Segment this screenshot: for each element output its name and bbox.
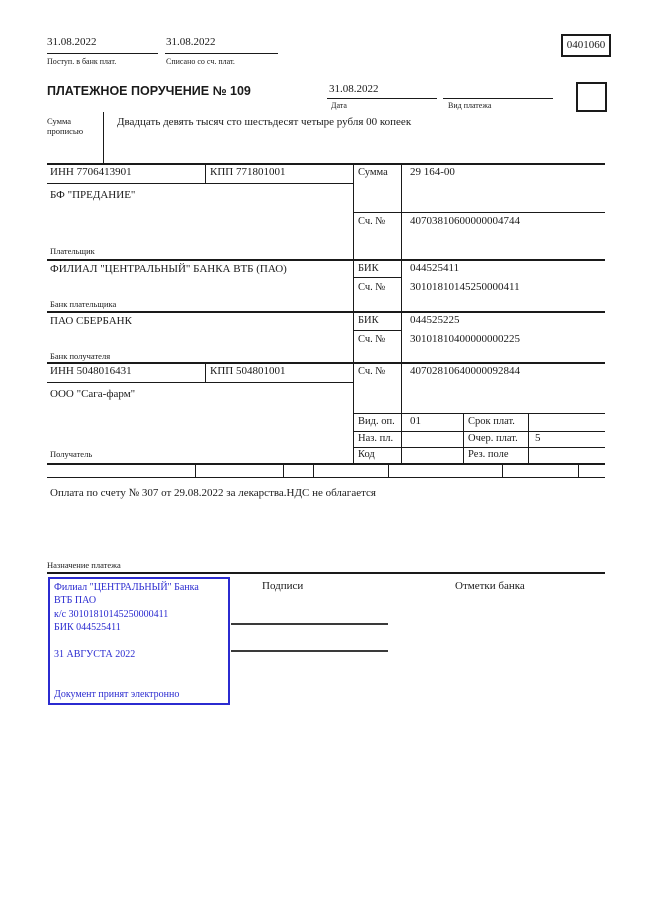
debited-date-underline [165,53,278,54]
operation-row2-top [353,431,605,432]
payer-kpp-divider [205,163,206,183]
payer-account-label: Сч. № [358,216,386,227]
date-label: Дата [331,101,347,110]
budget-field-divider [578,463,579,477]
payer-bottom-line [47,259,605,261]
stamp-line: Филиал "ЦЕНТРАЛЬНЫЙ" Банка [54,582,199,593]
payer-account: 40703810600000004744 [410,215,520,227]
payer-bank-name: ФИЛИАЛ "ЦЕНТРАЛЬНЫЙ" БАНКА ВТБ (ПАО) [50,263,287,275]
date-underline [327,98,437,99]
stamp-line [54,635,224,648]
payer-bank-account: 30101810145250000411 [410,281,520,293]
payee-kpp-divider [205,362,206,382]
payee-inn: ИНН 5048016431 [50,365,132,377]
payee-kpp: КПП 504801001 [210,365,286,377]
signatures-label: Подписи [262,580,304,592]
stamp-line: к/с 30101810145250000411 [54,608,169,620]
amount-value: 29 164-00 [410,166,455,178]
reserve-field-label: Рез. поле [468,449,509,460]
purpose-underline [47,572,605,574]
payer-bank-label: Банк плательщика [50,299,117,309]
document-title: ПЛАТЕЖНОЕ ПОРУЧЕНИЕ № 109 [47,84,251,98]
received-date-label: Поступ. в банк плат. [47,57,117,66]
payer-inn-underline [47,183,353,184]
payer-bank-bik-label: БИК [358,263,379,274]
bank-marks-label: Отметки банка [455,580,525,592]
payment-purpose-text: Оплата по счету № 307 от 29.08.2022 за лекарства.НДС не облагается [50,487,376,499]
form-code-box [561,34,611,57]
operation-col-divider-2 [528,413,529,463]
stamp-line: БИК 044525411 [54,622,121,634]
bank-stamp [48,577,230,705]
purpose-code-label: Наз. пл. [358,433,394,444]
budget-field-divider [388,463,389,477]
operation-row3-top [353,447,605,448]
payer-name: БФ "ПРЕДАНИЕ" [50,189,136,201]
payee-bank-bottom-line [47,362,605,364]
payment-type-label: Вид платежа [448,101,492,110]
budget-field-divider [283,463,284,477]
stamp-line: ВТБ ПАО [54,595,97,607]
signature-line-1 [231,623,388,625]
budget-row-bottom [47,477,605,478]
operation-row1-top [353,413,605,414]
priority-value: 5 [535,432,541,444]
payer-label: Плательщик [50,246,95,256]
payer-bank-bik: 044525411 [410,262,460,274]
payment-purpose-label: Назначение платежа [47,560,121,570]
amount-label: Сумма [358,167,388,178]
payee-bank-bik: 044525225 [410,314,460,326]
payer-bank-bottom-line [47,311,605,313]
stamp-line [54,675,224,688]
payee-bank-label: Банк получателя [50,351,111,361]
payee-inn-underline [47,382,353,383]
table-line-bottom [47,463,605,465]
payee-bank-bik-label: БИК [358,315,379,326]
budget-field-divider [313,463,314,477]
amount-words-divider [103,112,104,163]
debited-date-label: Списано со сч. плат. [166,57,235,66]
payer-bank-bik-divider [353,277,401,278]
budget-field-divider [195,463,196,477]
operation-type-label: Вид. оп. [358,416,395,427]
table-col-divider-left [353,163,354,463]
payee-name: ООО "Сага-фарм" [50,388,136,400]
payee-bank-bik-divider [353,330,401,331]
payee-bank-account: 30101810400000000225 [410,333,520,345]
payee-bank-account-label: Сч. № [358,334,386,345]
budget-field-divider [502,463,503,477]
received-date-underline [47,53,158,54]
payer-bank-account-label: Сч. № [358,282,386,293]
payee-bank-name: ПАО СБЕРБАНК [50,315,132,327]
code-label: Код [358,449,375,460]
amount-words-label: Сумма прописью [47,116,84,136]
signature-line-2 [231,650,388,652]
payment-type-box [576,82,607,112]
stamp-line: Документ принят электронно [54,689,180,701]
received-date: 31.08.2022 [47,36,97,48]
stamp-line: 31 АВГУСТА 2022 [54,649,136,661]
operation-col-divider-1 [463,413,464,463]
amount-account-divider [353,212,605,213]
table-line-top [47,163,605,165]
stamp-line [54,661,224,674]
table-col-divider-right [401,163,402,463]
form-code: 0401060 [566,39,606,51]
payee-account: 40702810640000092844 [410,365,520,377]
document-date: 31.08.2022 [329,83,379,95]
amount-words-value: Двадцать девять тысяч сто шестьдесят четыре рубля 00 копеек [117,116,412,128]
payee-label: Получатель [50,449,93,459]
payee-account-label: Сч. № [358,366,386,377]
operation-type-value: 01 [410,415,421,427]
due-date-label: Срок плат. [468,416,515,427]
payment-type-underline [443,98,553,99]
payer-kpp: КПП 771801001 [210,166,286,178]
debited-date: 31.08.2022 [166,36,216,48]
payer-inn: ИНН 7706413901 [50,166,132,178]
priority-label: Очер. плат. [468,433,518,444]
